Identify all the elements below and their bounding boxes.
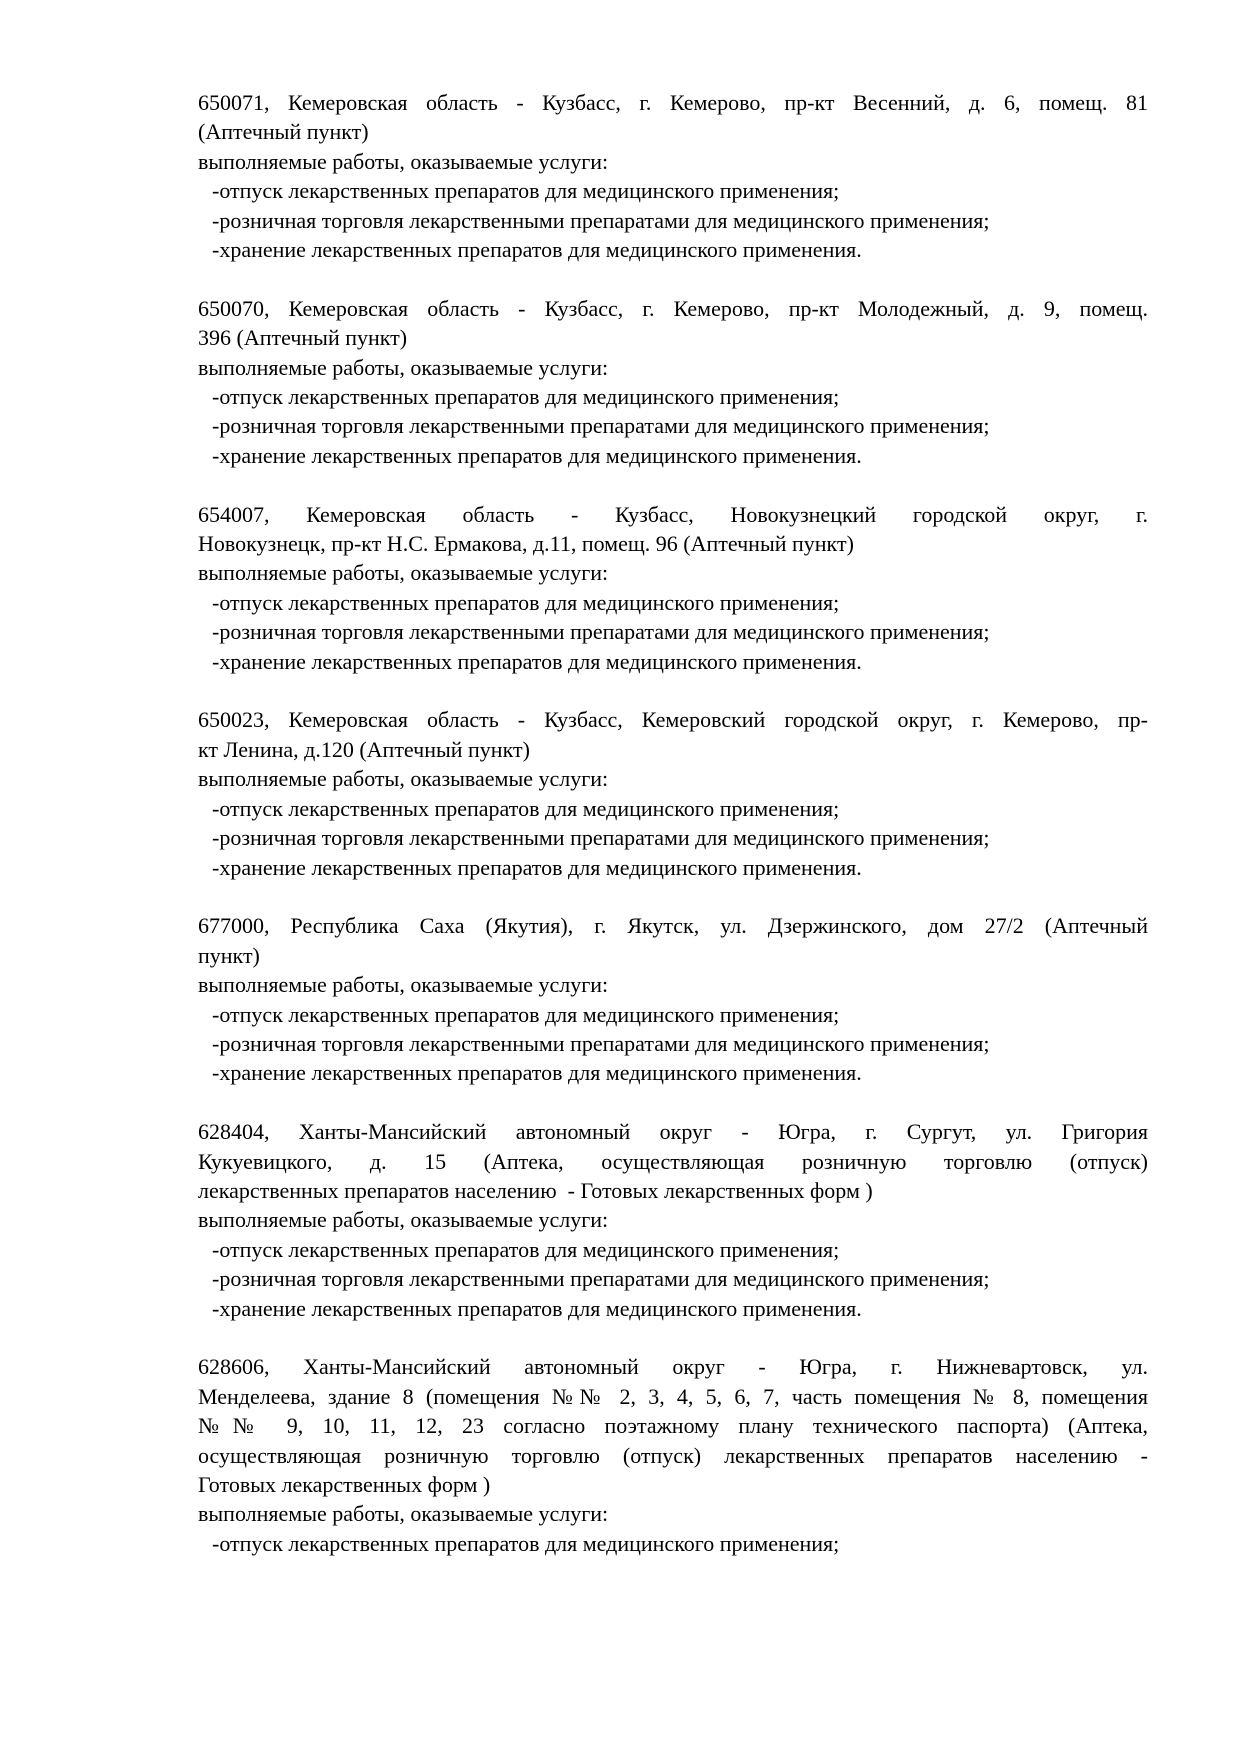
entry-works-header: выполняемые работы, оказываемые услуги: (198, 560, 609, 586)
entry-service-item: -отпуск лекарственных препаратов для медицинского применения; (212, 1530, 840, 1556)
entry-service-item: -отпуск лекарственных препаратов для медицинского применения; (212, 795, 840, 821)
entry-address-line: 396 (Аптечный пункт) (198, 325, 408, 351)
entry-address-line: пункт) (198, 942, 260, 968)
entry-address-line: осуществляющая розничную торговлю (отпуск) лекарственных препаратов населению - (198, 1442, 1148, 1468)
entry-service-item: -розничная торговля лекарственными препаратами для медицинского применения; (212, 207, 990, 233)
entry-service-item: -розничная торговля лекарственными препаратами для медицинского применения; (212, 619, 990, 645)
entry-works-header: выполняемые работы, оказываемые услуги: (198, 148, 609, 174)
entry-works-header: выполняемые работы, оказываемые услуги: (198, 766, 609, 792)
entry-service-item: -хранение лекарственных препаратов для медицинского применения. (212, 648, 862, 674)
entry-address-line: Готовых лекарственных форм ) (198, 1472, 491, 1497)
entry-works-header: выполняемые работы, оказываемые услуги: (198, 1501, 609, 1527)
entry-service-item: -розничная торговля лекарственными препаратами для медицинского применения; (212, 1266, 990, 1292)
entry-address-line: 650023, Кемеровская область - Кузбасс, Кемеровский городской округ, г. Кемерово, пр- (198, 707, 1148, 733)
entry-service-item: -розничная торговля лекарственными препаратами для медицинского применения; (212, 825, 990, 851)
entry-address-line: 628606, Ханты-Мансийский автономный округ - Югра, г. Нижневартовск, ул. (198, 1354, 1148, 1380)
entry-service-item: -отпуск лекарственных препаратов для медицинского применения; (212, 178, 840, 204)
entry-service-item: -хранение лекарственных препаратов для медицинского применения. (212, 1060, 862, 1086)
entry-service-item: -отпуск лекарственных препаратов для медицинского применения; (212, 589, 840, 615)
entry-address-line: Новокузнецк, пр-кт Н.С. Ермакова, д.11, помещ. 96 (Аптечный пункт) (198, 531, 854, 557)
entry-works-header: выполняемые работы, оказываемые услуги: (198, 354, 609, 380)
entry-address-line: 650070, Кемеровская область - Кузбасс, г. Кемерово, пр-кт Молодежный, д. 9, помещ. (198, 295, 1148, 321)
entry-address-line: лекарственных препаратов населению - Готовых лекарственных форм ) (198, 1177, 873, 1203)
entry-service-item: -хранение лекарственных препаратов для медицинского применения. (212, 237, 862, 263)
license-entry (198, 911, 1148, 1087)
license-entry (198, 705, 1148, 881)
entry-service-item: -хранение лекарственных препаратов для медицинского применения. (212, 854, 862, 880)
entry-address-line: Менделеева, здание 8 (помещения №№ 2, 3, 4, 5, 6, 7, часть помещения № 8, помещения (198, 1383, 1148, 1409)
license-entry (198, 88, 1148, 264)
license-entries-list (198, 88, 1148, 1558)
entry-address-line: №№ 9, 10, 11, 12, 23 согласно поэтажному плану технического паспорта) (Аптека, (198, 1413, 1148, 1439)
entry-service-item: -розничная торговля лекарственными препаратами для медицинского применения; (212, 1030, 990, 1056)
entry-address-line: кт Ленина, д.120 (Аптечный пункт) (198, 736, 530, 762)
license-entry (198, 294, 1148, 470)
entry-address-line: 650071, Кемеровская область - Кузбасс, г. Кемерово, пр-кт Весенний, д. 6, помещ. 81 (198, 90, 1148, 115)
entry-works-header: выполняемые работы, оказываемые услуги: (198, 1207, 609, 1233)
entry-address-line: 628404, Ханты-Мансийский автономный округ - Югра, г. Сургут, ул. Григория (198, 1119, 1148, 1145)
entry-address-line: (Аптечный пункт) (198, 119, 369, 145)
entry-service-item: -отпуск лекарственных препаратов для медицинского применения; (212, 1236, 840, 1262)
entry-works-header: выполняемые работы, оказываемые услуги: (198, 972, 609, 998)
license-entry (198, 500, 1148, 676)
entry-service-item: -отпуск лекарственных препаратов для медицинского применения; (212, 1001, 840, 1027)
entry-address-line: Кукуевицкого, д. 15 (Аптека, осуществляющая розничную торговлю (отпуск) (198, 1148, 1148, 1174)
license-entry (198, 1352, 1148, 1558)
entry-address-line: 654007, Кемеровская область - Кузбасс, Новокузнецкий городской округ, г. (198, 501, 1148, 527)
entry-address-line: 677000, Республика Саха (Якутия), г. Якутск, ул. Дзержинского, дом 27/2 (Аптечный (198, 913, 1148, 939)
entry-service-item: -отпуск лекарственных препаратов для медицинского применения; (212, 384, 840, 410)
entry-service-item: -хранение лекарственных препаратов для медицинского применения. (212, 442, 862, 468)
entry-service-item: -розничная торговля лекарственными препаратами для медицинского применения; (212, 413, 990, 439)
license-entry (198, 1117, 1148, 1323)
entry-service-item: -хранение лекарственных препаратов для медицинского применения. (212, 1295, 862, 1321)
